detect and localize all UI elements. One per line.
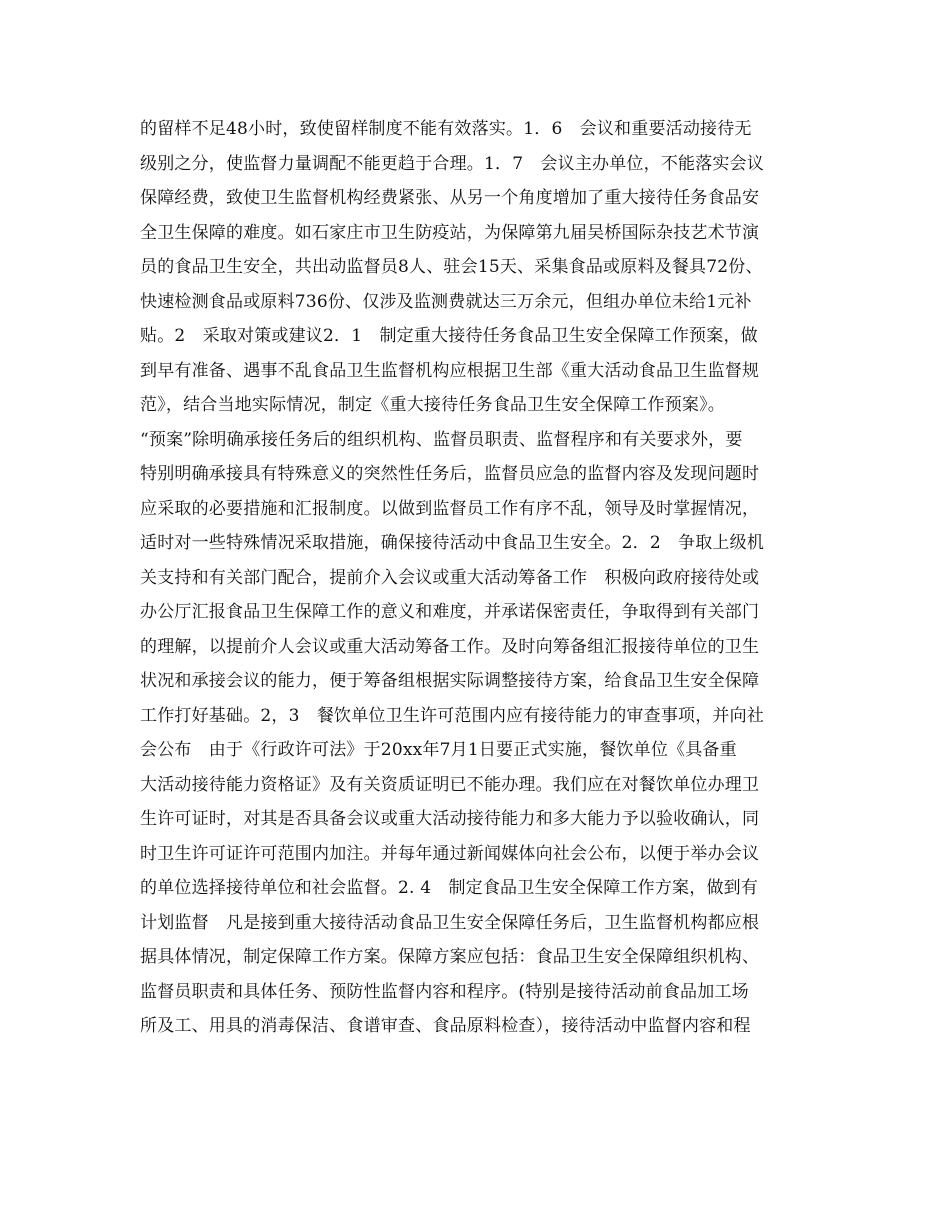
text-line: 会公布 由于《行政许可法》于20xx年7月1日要正式实施，餐饮单位《具备重 (140, 740, 737, 760)
text-line: 贴。2 采取对策或建议2．1 制定重大接待任务食品卫生安全保障工作预案，做 (140, 326, 758, 346)
text-line: 全卫生保障的难度。如石家庄市卫生防疫站，为保障第九届吴桥国际杂技艺术节演 (140, 222, 760, 243)
text-line: 应采取的必要措施和汇报制度。以做到监督员工作有序不乱，领导及时掌握情况， (140, 498, 760, 519)
text-line: 办公厅汇报食品卫生保障工作的意义和难度，并承诺保密责任，争取得到有关部门 (140, 602, 760, 622)
text-line: 时卫生许可证许可范围内加注。并每年通过新闻媒体向社会公布，以便于举办会议 (140, 843, 760, 864)
text-line: “预案”除明确承接任务后的组织机构、监督员职责、监督程序和有关要求外，要 (140, 429, 743, 450)
body-text (140, 112, 820, 1044)
text-line: 的留样不足48小时，致使留样制度不能有效落实。1．6 会议和重要活动接待无 (140, 119, 752, 139)
text-line: 的理解，以提前介人会议或重大活动筹备工作。及时向筹备组汇报接待单位的卫生 (140, 636, 760, 657)
text-line: 所及工、用具的消毒保洁、食谱审查、食品原料检查），接待活动中监督内容和程 (140, 1016, 751, 1036)
text-line: 监督员职责和具体任务、预防性监督内容和程序。(特别是接待活动前食品加工场 (140, 981, 749, 1002)
text-line: 适时对一些特殊情况采取措施，确保接待活动中食品卫生安全。2．2 争取上级机 (140, 533, 765, 553)
text-line: 保障经费，致使卫生监督机构经费紧张、从另一个角度增加了重大接待任务食品安 (140, 188, 760, 208)
text-line: 计划监督 凡是接到重大接待活动食品卫生安全保障任务后，卫生监督机构都应根 (140, 912, 760, 933)
text-line: 员的食品卫生安全，共出动监督员8人、驻会15天、采集食品或原料及餐具72份、 (140, 257, 763, 277)
text-line: 范》，结合当地实际情况，制定《重大接待任务食品卫生安全保障工作预案》。 (140, 395, 725, 415)
text-line: 工作打好基础。2，3 餐饮单位卫生许可范围内应有接待能力的审查事项，并向社 (140, 705, 765, 726)
text-line: 大活动接待能力资格证》及有关资质证明已不能办理。我们应在对餐饮单位办理卫 (140, 774, 760, 795)
text-line: 快速检测食品或原料736份、仅涉及监测费就达三万余元，但组办单位未给1元补 (140, 291, 752, 312)
text-line: 生许可证时，对其是否具备会议或重大活动接待能力和多大能力予以验收确认，同 (140, 809, 760, 829)
text-line: 关支持和有关部门配合，提前介入会议或重大活动筹备工作 积极向政府接待处或 (140, 567, 760, 588)
text-line: 状况和承接会议的能力，便于筹备组根据实际调整接待方案，给食品卫生安全保障 (140, 671, 760, 691)
text-line: 的单位选择接待单位和社会监督。2. 4 制定食品卫生安全保障工作方案，做到有 (140, 878, 759, 898)
text-line: 据具体情况，制定保障工作方案。保障方案应包括：食品卫生安全保障组织机构、 (140, 947, 760, 967)
text-line: 特别明确承接具有特殊意义的突然性任务后，监督员应急的监督内容及发现问题时 (140, 464, 760, 484)
text-line: 级别之分，使监督力量调配不能更趋于合理。1．7 会议主办单位，不能落实会议 (140, 153, 765, 174)
text-line: 到早有准备、遇事不乱食品卫生监督机构应根据卫生部《重大活动食品卫生监督规 (140, 360, 760, 381)
